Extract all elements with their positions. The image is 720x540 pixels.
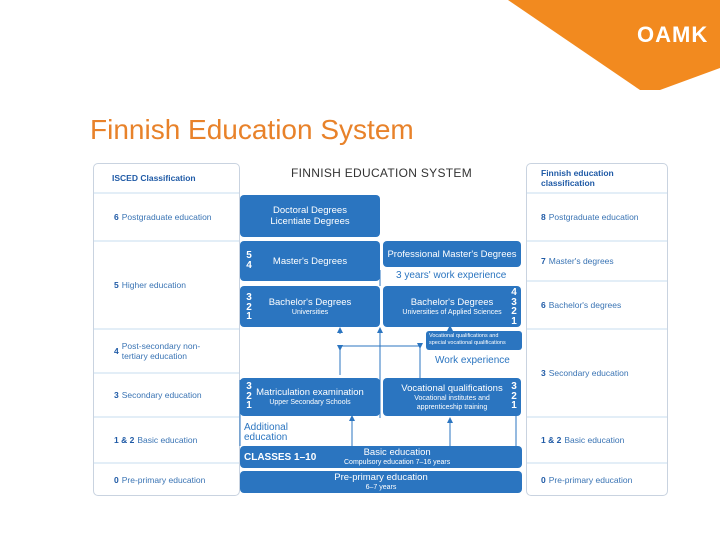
basic-education-box (240, 446, 522, 468)
isced-label: Higher education (121, 280, 186, 290)
finnish-label: Pre-primary education (548, 474, 633, 485)
voc-special-line1: Vocational qualifications and (429, 333, 499, 339)
vocational-special-qualifications-note (426, 331, 522, 350)
bachelors-sub: Universities (291, 308, 329, 316)
doctoral-line2: Licentiate Degrees (270, 216, 350, 227)
additional-line2: education (244, 432, 288, 443)
bachelors-years: 3 2 1 (246, 292, 252, 322)
isced-label: Post-secondary non- (121, 341, 201, 351)
isced-level: 1 & 2 (114, 435, 135, 445)
isced-label: Postgraduate education (121, 212, 212, 222)
vocational-qualifications-box (383, 378, 521, 416)
classes-label: CLASSES 1–10 (244, 451, 317, 463)
isced-label: Pre-primary education (121, 474, 206, 485)
bachelors-uas-box (383, 286, 521, 327)
uas-bachelors-sub: Universities of Applied Sciences (402, 308, 502, 316)
vocational-label: Vocational qualifications (401, 382, 503, 394)
additional-education-note (244, 423, 288, 443)
uas-bachelors-years: 4 3 2 1 (511, 287, 517, 327)
uas-bachelors-label: Bachelor's Degrees (410, 296, 494, 308)
vocational-sub2: apprenticeship training (416, 403, 488, 411)
finnish-level: 0 (541, 474, 546, 485)
matriculation-box (240, 378, 380, 416)
finnish-label: Master's degrees (548, 256, 614, 266)
preprimary-sub: 6–7 years (365, 484, 397, 491)
work-experience-note: Work experience (435, 355, 510, 366)
finnish-level: 3 (541, 368, 546, 378)
voc-special-line2: special vocational qualifications (429, 340, 506, 346)
finnish-level: 6 (541, 300, 546, 310)
additional-line1: Additional (244, 422, 288, 433)
isced-level: 0 (114, 474, 119, 485)
masters-degrees-box (240, 241, 380, 281)
isced-level: 5 (114, 280, 119, 290)
oamk-logo: OAMK (637, 22, 709, 47)
vocational-sub1: Vocational institutes and (414, 394, 490, 402)
preprimary-label: Pre-primary education (334, 472, 428, 483)
matriculation-sub: Upper Secondary Schools (269, 399, 351, 406)
finnish-header-label-line2: classification (541, 178, 595, 188)
matriculation-years: 3 2 1 (246, 381, 252, 411)
matriculation-label: Matriculation examination (256, 387, 364, 398)
isced-label: Basic education (137, 435, 198, 445)
isced-level: 6 (114, 212, 119, 222)
finnish-label: Secondary education (548, 368, 629, 378)
vocational-years: 3 2 1 (511, 381, 517, 411)
professional-masters-box (383, 241, 521, 267)
slide-title: Finnish Education System (90, 114, 414, 145)
doctoral-line1: Doctoral Degrees (273, 205, 347, 216)
finnish-level: 8 (541, 212, 546, 222)
finnish-label: Postgraduate education (548, 212, 639, 222)
three-years-work-note: 3 years' work experience (396, 270, 507, 281)
masters-years: 5 4 (246, 250, 252, 271)
basic-education-sub: Compulsory education 7–16 years (344, 459, 451, 466)
prof-masters-label: Professional Master's Degrees (387, 248, 517, 260)
preprimary-education-box (240, 471, 522, 493)
diagram-title: FINNISH EDUCATION SYSTEM (291, 166, 472, 180)
finnish-level: 7 (541, 256, 546, 266)
finnish-label: Bachelor's degrees (548, 300, 622, 310)
bachelors-university-box (240, 286, 380, 327)
finnish-header-label: Finnish education (541, 168, 614, 178)
masters-label: Master's Degrees (272, 255, 348, 267)
finnish-level: 1 & 2 (541, 435, 562, 445)
doctoral-degrees-box (240, 195, 380, 237)
isced-label-line2: tertiary education (121, 351, 187, 361)
finnish-label: Basic education (564, 435, 625, 445)
isced-header-label: ISCED Classification (112, 173, 196, 183)
isced-label: Secondary education (121, 390, 202, 400)
basic-education-label: Basic education (363, 447, 431, 458)
bachelors-label: Bachelor's Degrees (268, 296, 352, 308)
isced-level: 3 (114, 390, 119, 400)
isced-level: 4 (114, 346, 119, 356)
